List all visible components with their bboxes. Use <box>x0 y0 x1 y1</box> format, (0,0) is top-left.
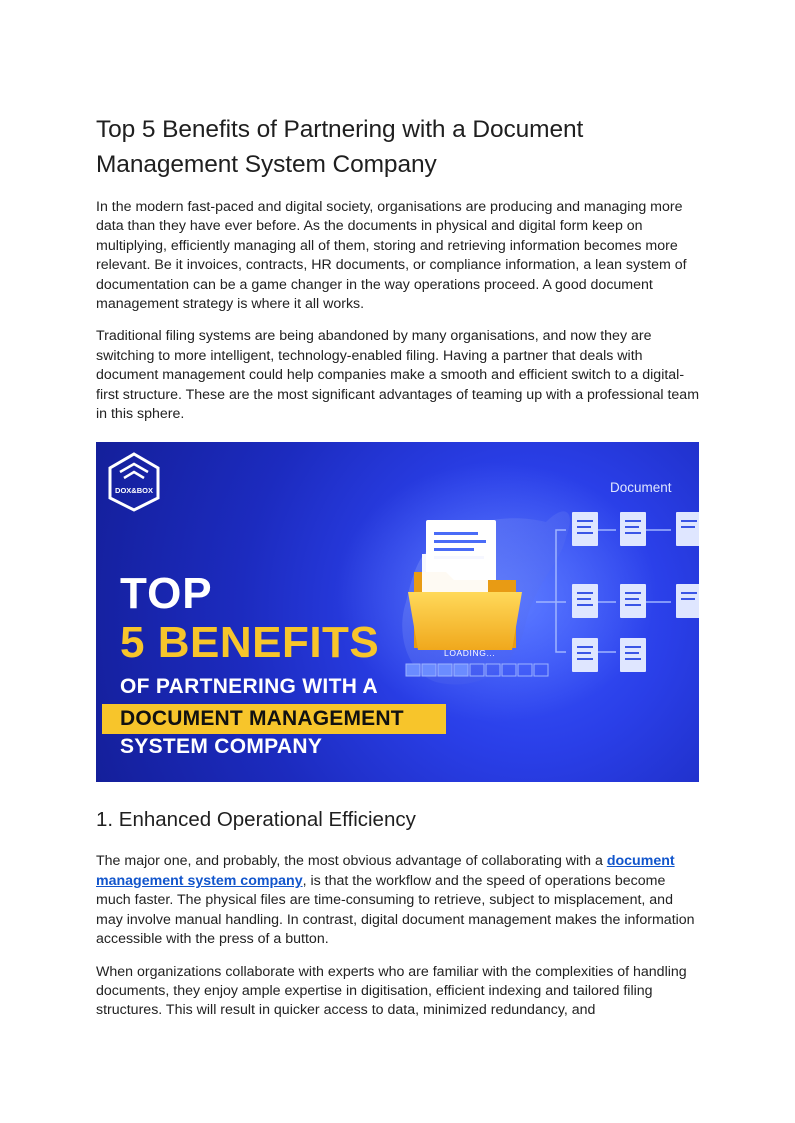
paragraph-text: The major one, and probably, the most obvious advantage of collaborating with a <box>96 853 607 870</box>
article-banner-image <box>96 442 699 782</box>
paragraph-text: , is that the workflow and the speed of operations become much faster. The physical files are time-consuming to retrieve, subject to misplacement, and may involve manual handling. In contrast, digital document management makes the information accessible with the press of a button. <box>96 872 695 948</box>
section-1-paragraph-2: When organizations collaborate with experts who are familiar with the complexities of handling documents, they enjoy ample expertise in digitisation, efficient indexing and tailored filing structures. This will result in quicker access to data, minimized redundancy, and <box>96 963 687 1019</box>
banner-subheading-dms: DOCUMENT MANAGEMENT <box>120 707 404 731</box>
logo-text: DOX&BOX <box>115 486 153 496</box>
banner-subheading-company: SYSTEM COMPANY <box>120 735 323 759</box>
dms-company-link[interactable]: document management system company <box>96 853 675 889</box>
dox-box-logo <box>110 454 158 510</box>
intro-paragraph-2: Traditional filing systems are being abandoned by many organisations, and now they are switching to more intelligent, technology-enabled filing. Having a partner that deals with document management could help companies make a smooth and efficient switch to a digital-first structure. These are the most significant advantages of teaming up with a professional team in this sphere. <box>96 328 700 423</box>
loading-label: LOADING... <box>444 648 496 659</box>
banner-document-label: Document <box>610 480 672 496</box>
banner-heading-benefits: 5 BENEFITS <box>120 618 380 668</box>
section-heading-1: 1. Enhanced Operational Efficiency <box>96 808 416 832</box>
intro-paragraph-1: In the modern fast-paced and digital society, organisations are producing and managing more data than they have ever before. As the documents in physical and digital form keep on multiplying, efficiently managing all of them, storing and retrieving information becomes more relevant. Be it invoices, contracts, HR documents, or compliance information, a lean system of documentation can be a game changer in the way operations proceed. A good document management strategy is where it all works. <box>96 199 687 313</box>
document-page <box>96 112 700 1034</box>
banner-subheading-partnering: OF PARTNERING WITH A <box>120 675 378 699</box>
banner-heading-top: TOP <box>120 569 213 619</box>
page-title: Top 5 Benefits of Partnering with a Document Management System Company <box>96 116 584 178</box>
section-1-paragraph-1 <box>96 852 700 949</box>
